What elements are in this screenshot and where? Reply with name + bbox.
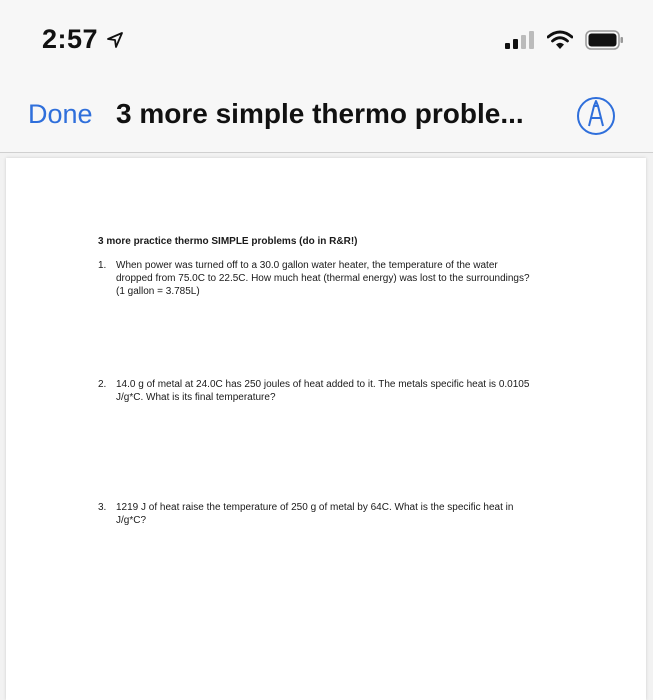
problem-line: J/g*C? [116,515,147,526]
problem-line: dropped from 75.0C to 22.5C. How much heat (thermal energy) was lost to the surroundings? [116,273,530,284]
document-page[interactable] [6,158,646,700]
wifi-icon [547,30,573,50]
done-button[interactable]: Done [28,99,93,129]
problem-line: 1219 J of heat raise the temperature of 250 g of metal by 64C. What is the specific heat in [116,502,514,513]
nav-bar [0,80,653,153]
document-content [98,235,588,526]
markup-pen-icon[interactable] [576,96,616,136]
status-time: 2:57 [42,24,99,54]
problem-line: 14.0 g of metal at 24.0C has 250 joules of heat added to it. The metals specific heat is 0.0105 [116,379,530,390]
problem-text [116,378,578,404]
problem-item [98,378,578,404]
problem-line: (1 gallon = 3.785L) [116,286,200,297]
status-time-group [42,24,124,55]
problem-text [116,501,578,527]
problem-number: 1. [98,260,107,271]
problem-number: 3. [98,502,107,513]
problem-number: 2. [98,379,107,390]
document-heading: 3 more practice thermo SIMPLE problems (do in R&R!) [98,236,358,247]
document-title: 3 more simple thermo proble... [116,98,524,129]
problem-line: J/g*C. What is its final temperature? [116,392,276,403]
location-arrow-icon [106,31,124,49]
cellular-signal-icon [505,31,535,49]
status-icons [505,30,625,50]
problem-line: When power was turned off to a 30.0 gallon water heater, the temperature of the water [116,260,498,271]
battery-icon [585,30,625,50]
problem-item [98,259,578,298]
problem-item [98,501,578,527]
status-bar [0,0,653,80]
problem-text [116,259,578,298]
